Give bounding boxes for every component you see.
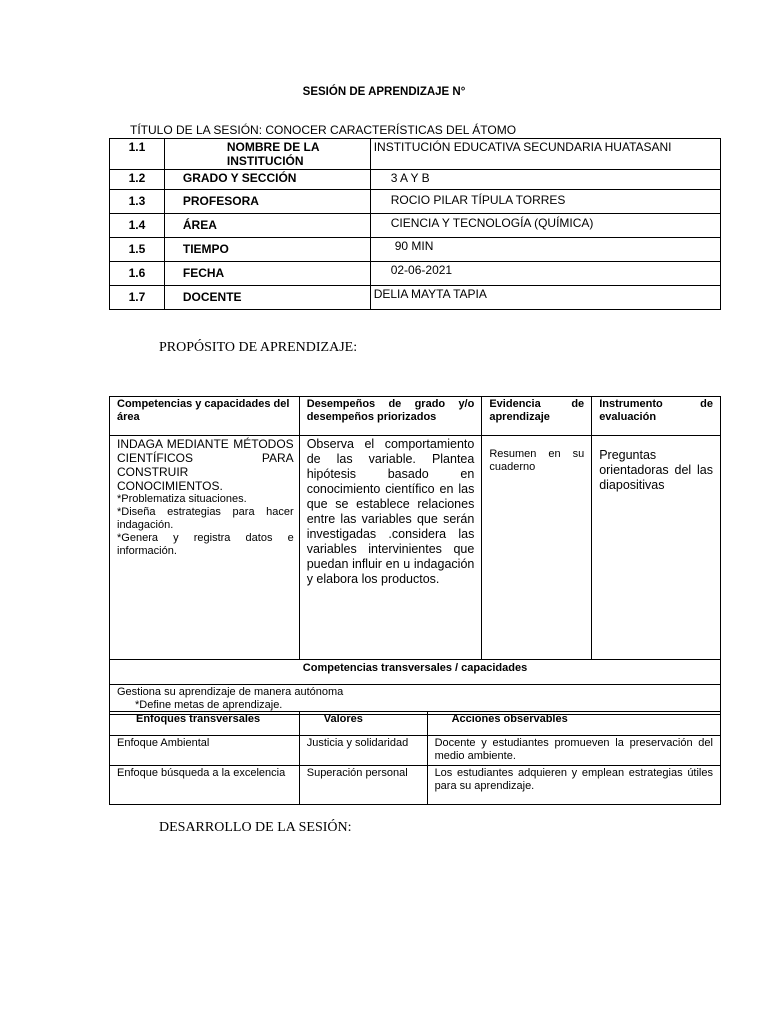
evidencia-cell: Resumen en su cuaderno	[482, 436, 592, 660]
info-row	[110, 139, 721, 170]
instrumento-cell: Preguntas orientadoras del las diapositivas	[592, 436, 721, 660]
enfoque-row	[110, 736, 721, 766]
enfoque-valores: Superación personal	[299, 766, 427, 805]
info-number: 1.7	[110, 286, 165, 310]
info-value: ROCIO PILAR TÍPULA TORRES	[370, 190, 720, 214]
session-title: TÍTULO DE LA SESIÓN: CONOCER CARACTERÍSTICAS DEL ÁTOMO	[130, 123, 517, 137]
header-acciones: Acciones observables	[427, 712, 720, 736]
info-value: 02-06-2021	[370, 262, 720, 286]
transversal-sub: *Define metas de aprendizaje.	[135, 699, 283, 711]
transversal-main: Gestiona su aprendizaje de manera autónoma	[117, 686, 344, 698]
info-label: FECHA	[164, 262, 370, 286]
info-number: 1.6	[110, 262, 165, 286]
purpose-heading: PROPÓSITO DE APRENDIZAJE:	[159, 340, 358, 355]
info-value: 3 A Y B	[370, 170, 720, 190]
info-label: PROFESORA	[164, 190, 370, 214]
development-heading: DESARROLLO DE LA SESIÓN:	[159, 820, 352, 835]
info-row	[110, 238, 721, 262]
info-label: DOCENTE	[164, 286, 370, 310]
enfoques-table	[109, 711, 721, 805]
purpose-table	[109, 396, 721, 715]
info-label: NOMBRE DE LA INSTITUCIÓN	[164, 139, 370, 170]
info-value: INSTITUCIÓN EDUCATIVA SECUNDARIA HUATASANI	[370, 139, 720, 170]
info-label: ÁREA	[164, 214, 370, 238]
header-instrumento: Instrumento de evaluación	[592, 397, 721, 436]
info-row	[110, 190, 721, 214]
info-row	[110, 170, 721, 190]
info-number: 1.1	[110, 139, 165, 170]
info-value: 90 MIN	[370, 238, 720, 262]
info-value: DELIA MAYTA TAPIA	[370, 286, 720, 310]
enfoque-name: Enfoque Ambiental	[110, 736, 300, 766]
header-desempenos: Desempeños de grado y/o desempeños priorizados	[299, 397, 482, 436]
capacidad-item: *Genera y registra datos e información.	[117, 532, 294, 557]
header-competencias: Competencias y capacidades del área	[110, 397, 300, 436]
transversal-cell	[110, 685, 721, 715]
header-evidencia: Evidencia de aprendizaje	[482, 397, 592, 436]
info-row	[110, 214, 721, 238]
info-row	[110, 286, 721, 310]
info-number: 1.4	[110, 214, 165, 238]
capacidad-item: *Diseña estrategias para hacer indagación.	[117, 506, 294, 531]
enfoque-row	[110, 766, 721, 805]
transversal-heading: Competencias transversales / capacidades	[110, 660, 721, 685]
info-label: GRADO Y SECCIÓN	[164, 170, 370, 190]
enfoque-valores: Justicia y solidaridad	[299, 736, 427, 766]
info-row	[110, 262, 721, 286]
enfoque-acciones: Los estudiantes adquieren y emplean estrategias útiles para su aprendizaje.	[427, 766, 720, 805]
info-value: CIENCIA Y TECNOLOGÍA (QUÍMICA)	[370, 214, 720, 238]
enfoque-acciones: Docente y estudiantes promueven la preservación del medio ambiente.	[427, 736, 720, 766]
header-valores: Valores	[299, 712, 427, 736]
desempenos-cell: Observa el comportamiento de las variable. Plantea hipótesis basado en conocimiento científico en las que se establece relaciones entre las variables que serán investigadas .considera las variables intervinientes que puedan influir en u indagación y elabora los productos.	[299, 436, 482, 660]
header-enfoques: Enfoques transversales	[110, 712, 300, 736]
info-number: 1.5	[110, 238, 165, 262]
competencias-cell	[110, 436, 300, 660]
info-number: 1.2	[110, 170, 165, 190]
info-table	[109, 138, 721, 310]
info-number: 1.3	[110, 190, 165, 214]
competencia-main: INDAGA MEDIANTE MÉTODOS CIENTÍFICOS PARA CONSTRUIR CONOCIMIENTOS.	[117, 437, 294, 493]
capacidad-item: *Problematiza situaciones.	[117, 493, 247, 505]
document-title: SESIÓN DE APRENDIZAJE N°	[302, 86, 466, 98]
info-label: TIEMPO	[164, 238, 370, 262]
enfoque-name: Enfoque búsqueda a la excelencia	[110, 766, 300, 805]
